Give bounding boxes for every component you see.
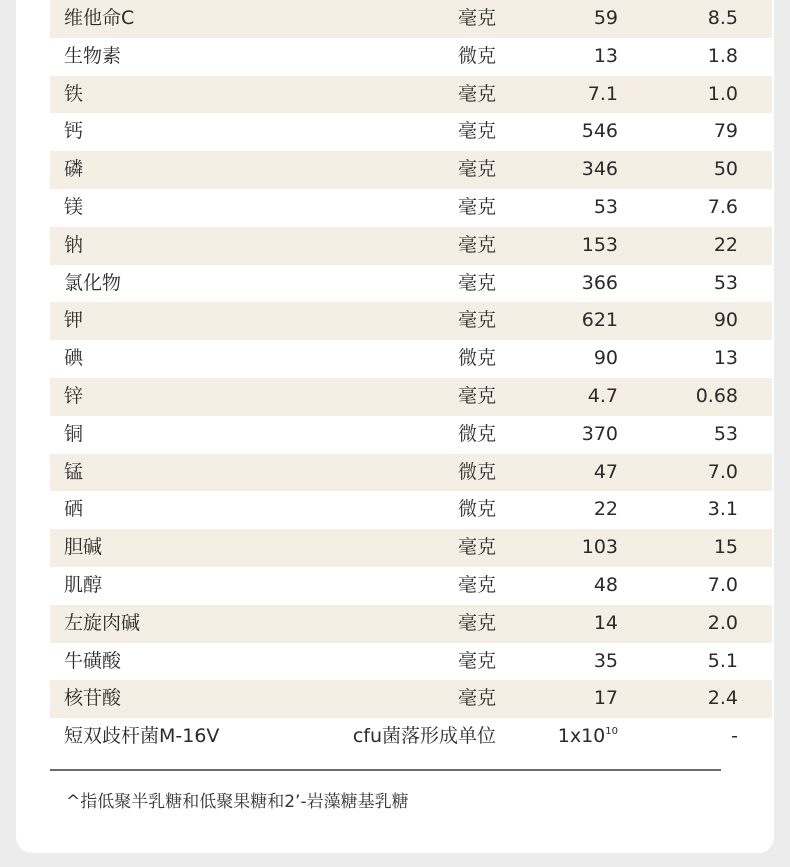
value-per-100kcal: 22 <box>713 233 738 256</box>
table-row <box>50 189 772 227</box>
value-per-100kcal: 7.0 <box>707 573 738 596</box>
table-row <box>50 529 772 567</box>
table-row <box>50 227 772 265</box>
value-per-100kcal: 0.68 <box>695 384 738 407</box>
value-per-100g: 47 <box>593 460 618 483</box>
value-per-100g: 13 <box>593 44 618 67</box>
value-per-100kcal: 2.0 <box>707 611 738 634</box>
nutrient-unit: 毫克 <box>457 271 496 294</box>
value-per-100g: 14 <box>593 611 618 634</box>
table-row <box>50 340 772 378</box>
table-row <box>50 76 772 114</box>
value-per-100kcal: - <box>731 725 738 748</box>
nutrient-unit: 毫克 <box>457 82 496 105</box>
value-per-100g: 546 <box>581 120 618 143</box>
nutrient-name: 短双歧杆菌M-16V <box>64 725 220 748</box>
nutrient-name: 肌醇 <box>64 573 103 596</box>
value-per-100kcal: 50 <box>713 158 738 181</box>
nutrient-unit: 毫克 <box>457 309 496 332</box>
value-per-100g: 48 <box>593 573 618 596</box>
nutrient-name: 铜 <box>64 422 84 445</box>
nutrient-name: 核苷酸 <box>64 687 122 710</box>
value-per-100kcal: 90 <box>713 309 738 332</box>
value-per-100g: 4.7 <box>587 384 618 407</box>
table-row <box>50 454 772 492</box>
value-per-100kcal: 3.1 <box>707 498 738 521</box>
nutrient-name: 维他命C <box>64 7 135 29</box>
nutrient-unit: 毫克 <box>457 233 496 256</box>
nutrient-unit: 微克 <box>457 498 496 521</box>
value-per-100kcal: 1.8 <box>707 44 738 67</box>
nutrient-unit: 毫克 <box>457 687 496 710</box>
nutrient-unit: 微克 <box>457 347 496 370</box>
value-per-100g: 35 <box>593 649 618 672</box>
value-per-100kcal: 8.5 <box>707 7 738 29</box>
nutrient-unit: 微克 <box>457 44 496 67</box>
value-per-100kcal: 15 <box>713 536 738 559</box>
nutrient-unit: 毫克 <box>457 649 496 672</box>
table-divider <box>50 769 721 771</box>
table-row <box>50 113 772 151</box>
table-row <box>50 265 772 303</box>
value-per-100g: 153 <box>581 233 618 256</box>
nutrient-name: 钾 <box>64 309 84 332</box>
table-row <box>50 378 772 416</box>
nutrient-name: 硒 <box>64 498 84 521</box>
nutrient-name: 氯化物 <box>64 271 122 294</box>
nutrient-unit: 毫克 <box>457 158 496 181</box>
value-per-100g: 370 <box>581 422 618 445</box>
nutrient-unit: 微克 <box>457 460 496 483</box>
nutrient-unit: 毫克 <box>457 573 496 596</box>
value-per-100kcal: 1.0 <box>707 82 738 105</box>
value-base: 1x10 <box>557 725 606 748</box>
nutrition-card <box>16 0 774 853</box>
table-row <box>50 302 772 340</box>
nutrient-name: 碘 <box>64 347 84 370</box>
value-per-100g: 346 <box>581 158 618 181</box>
value-per-100g: 366 <box>581 271 618 294</box>
value-per-100g: 90 <box>593 347 618 370</box>
table-row <box>50 680 772 718</box>
value-per-100g: 53 <box>593 195 618 218</box>
table-row <box>50 491 772 529</box>
value-per-100kcal: 7.0 <box>707 460 738 483</box>
table-row <box>50 416 772 454</box>
value-per-100g: 22 <box>593 498 618 521</box>
nutrient-name: 生物素 <box>64 44 122 67</box>
value-per-100kcal: 2.4 <box>707 687 738 710</box>
value-per-100kcal: 13 <box>713 347 738 370</box>
nutrition-table <box>50 0 772 756</box>
value-per-100g: 17 <box>593 687 618 710</box>
nutrient-name: 牛磺酸 <box>64 649 122 672</box>
footnote: ^指低聚半乳糖和低聚果糖和2’-岩藻糖基乳糖 <box>66 792 409 812</box>
nutrient-unit: cfu菌落形成单位 <box>352 725 496 748</box>
table-row <box>50 0 772 38</box>
table-row <box>50 718 772 756</box>
nutrient-name: 胆碱 <box>64 536 103 559</box>
value-exponent: 10 <box>605 726 618 738</box>
table-row <box>50 38 772 76</box>
nutrient-unit: 毫克 <box>457 611 496 634</box>
nutrient-name: 锰 <box>64 460 84 483</box>
nutrient-name: 磷 <box>64 158 84 181</box>
nutrient-name: 锌 <box>64 384 84 407</box>
value-per-100kcal: 53 <box>713 271 738 294</box>
nutrient-name: 铁 <box>64 82 84 105</box>
nutrient-unit: 毫克 <box>457 195 496 218</box>
nutrient-unit: 毫克 <box>457 536 496 559</box>
value-per-100kcal: 79 <box>713 120 738 143</box>
nutrient-name: 左旋肉碱 <box>64 611 141 634</box>
table-row <box>50 643 772 681</box>
table-row <box>50 151 772 189</box>
value-per-100g: 103 <box>581 536 618 559</box>
value-per-100g: 59 <box>593 7 618 29</box>
value-per-100g <box>558 718 618 756</box>
nutrient-unit: 毫克 <box>457 120 496 143</box>
table-row <box>50 567 772 605</box>
value-per-100g: 621 <box>581 309 618 332</box>
value-per-100kcal: 7.6 <box>707 195 738 218</box>
nutrient-name: 钙 <box>64 120 84 143</box>
nutrient-name: 镁 <box>64 195 84 218</box>
nutrient-unit: 毫克 <box>457 384 496 407</box>
nutrient-name: 钠 <box>64 233 84 256</box>
nutrient-unit: 微克 <box>457 422 496 445</box>
nutrient-unit: 毫克 <box>457 7 496 29</box>
table-row <box>50 605 772 643</box>
value-per-100kcal: 5.1 <box>707 649 738 672</box>
value-per-100g: 7.1 <box>587 82 618 105</box>
value-per-100kcal: 53 <box>713 422 738 445</box>
